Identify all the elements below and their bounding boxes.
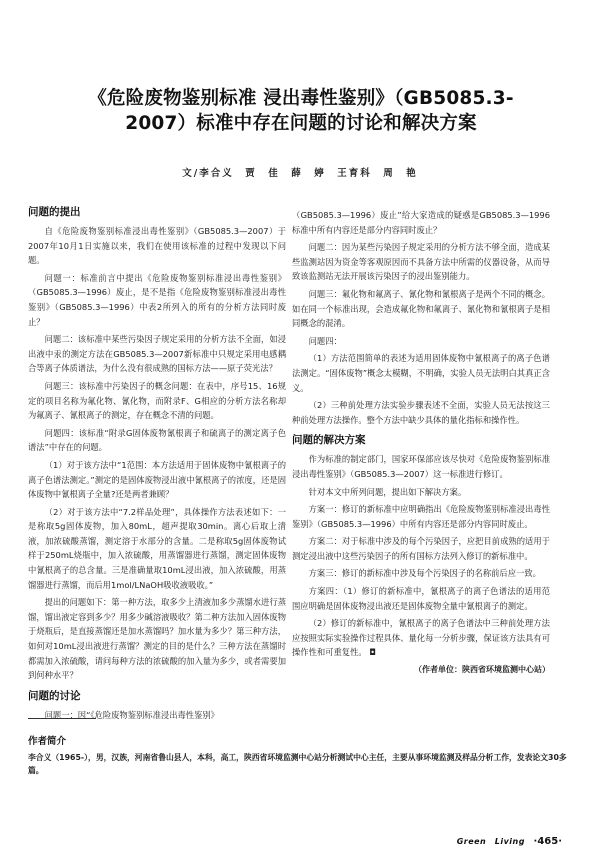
section-heading-problem: 问题的提出 [28, 206, 81, 218]
title-line-1: 《危险废物鉴别标准 浸出毒性鉴别》（GB5085.3- [88, 88, 514, 109]
paragraph: 自《危险废物鉴别标准浸出毒性鉴别》（GB5085.3—2007）于2007年10月1日实施以来，我们在使用该标准的过程中发现以下问题。 [28, 226, 286, 266]
right-column [292, 208, 550, 678]
paragraph: 作为标准的制定部门，国家环保部应该尽快对《危险废物鉴别标准浸出毒性鉴别》（GB5085.3—2007）这一标准进行修订。 [292, 454, 550, 479]
paragraph: 方案三：修订的新标准中涉及每个污染因子的名称前后应一致。 [308, 568, 541, 579]
paragraph: （2）对于该方法中“7.2样品处理”，具体操作方法表述如下：一是称取5g固体废物，加入80mL，超声提取30min。离心后取上清液，加浓硫酸蒸馏，测定溶于水部分的含量。二是称取5g固体废物试样于250mL烧瓶中，加入浓硫酸，用蒸馏器进行蒸馏，测定固体废物中氰根离子的总含量。三是准确量取10mL浸出液，加入浓硫酸，用蒸馏器进行蒸馏，而后用1mol/LNaOH吸收液吸收。” [28, 506, 286, 590]
section-heading-solution: 问题的解决方案 [292, 434, 366, 447]
paragraph: 问题一：标准前言中提出《危险废物鉴别标准浸出毒性鉴别》（GB5085.3—1996）废止，是不是指《危险废物鉴别标准浸出毒性鉴别》（GB5085.3—1996）中表2所列入的所有的分析方法同时废止？ [28, 272, 286, 327]
page-footer [457, 836, 562, 847]
paragraph: 问题三：该标准中污染因子的概念问题：在表中，序号15、16规定的项目名称为氟化物、氰化物，而附录F、G相应的分析方法名称却为氟离子、氰根离子的测定，存在概念不清的问题。 [28, 380, 286, 421]
paragraph: 问题四：该标准“附录G固体废物氰根离子和硫离子的测定离子色谱法”中存在的问题。 [28, 427, 286, 453]
section-heading-discussion: 问题的讨论 [28, 689, 81, 702]
bio-heading: 作者简介 [28, 736, 67, 747]
footnote-divider [28, 718, 96, 719]
title-line-2: 2007）标准中存在问题的讨论和解决方案 [125, 113, 477, 134]
author-affiliation: （作者单位：陕西省环境监测中心站） [414, 665, 550, 675]
paragraph: 提出的问题如下：第一种方法，取多少上清液加多少蒸馏水进行蒸馏，馏出液定容到多少？用多少碱溶液吸收？第二种方法加入固体废物于烧瓶后，是直接蒸馏还是加水蒸馏吗？加水量为多少？第三种方法，如何对10mL浸出液进行蒸馏？测定的目的是什么？三种方法在蒸馏时都需加入浓硫酸，请问每种方法的浓硫酸的加入量为多少，或者需要加到何种水平？ [28, 597, 286, 681]
bio-text: 李合义（1965-），男，汉族，河南省鲁山县人，本科，高工，陕西省环境监测中心站分析测试中心主任，主要从事环境监测及样品分析工作，发表论文30多篇。 [28, 753, 567, 775]
paragraph: 问题二：因为某些污染因子规定采用的分析方法不够全面，造成某些监测站因为资金等客观原因而不具备方法中所需的仪器设备，从而导致该监测站无法开展该污染因子的浸出鉴别能力。 [292, 242, 550, 282]
paragraph: 问题二：该标准中某些污染因子规定采用的分析方法不全面，如浸出液中汞的测定方法在GB5085.3—2007新标准中只规定采用电感耦合等离子体质谱法，为什么没有很成熟的国标方法——原子荧光法？ [28, 334, 286, 374]
paragraph: （1）方法范围简单的表述为适用固体废物中氰根离子的离子色谱法测定。“固体废物”概念太模糊，不明确，实验人员无法明白其真正含义。 [292, 353, 550, 393]
paragraph: 方案二：对于标准中涉及的每个污染因子，应把目前成熟的适用于测定浸出液中这些污染因子的所有国标方法列入修订的新标准中。 [292, 536, 550, 561]
paragraph: 问题三：氟化物和氟离子、氰化物和氰根离子是两个不同的概念。如在同一个标准出现，会造成氟化物和氟离子、氰化物和氰根离子是相同概念的混淆。 [292, 288, 550, 329]
page-number: ·465· [533, 836, 562, 847]
paragraph: 针对本文中所列问题，提出如下解决方案。 [308, 486, 467, 497]
left-column [28, 205, 286, 725]
paragraph [292, 616, 550, 660]
paragraph: （GB5085.3—1996）废止”给大家造成的疑惑是GB5085.3—1996标准中所有内容还是部分内容同时废止？ [292, 210, 550, 235]
paragraph: 方案一：修订的新标准中应明确指出《危险废物鉴别标准浸出毒性鉴别》（GB5085.3—1996）中所有内容还是部分内容同时废止。 [292, 504, 550, 529]
author-line: 文/李合义 贾 佳 薛 婷 王育科 周 艳 [182, 168, 418, 179]
end-mark-icon: ◘ [369, 647, 376, 658]
paragraph: （1）对于该方法中“1范围：本方法适用于固体废物中氰根离子的离子色谱法测定。”测定的是固体废物浸出液中氰根离子的浓度，还是固体废物中氰根离子全量?还是两者兼顾？ [28, 459, 286, 500]
paragraph: 方案四：（1）修订的新标准中，氰根离子的离子色谱法的适用范围应明确是固体废物浸出液还是固体废物全量中氰根离子的测定。 [292, 586, 550, 611]
paragraph: 问题一：因“《危险废物鉴别标准浸出毒性鉴别》 [44, 709, 219, 720]
journal-name: Green Living [456, 837, 525, 846]
paragraph: 问题四： [308, 335, 342, 346]
paragraph: （2）三种前处理方法实验步骤表述不全面，实验人员无法按这三种前处理方法操作。整个方法中缺少具体的量化指标和操作性。 [292, 400, 550, 425]
paragraph-text: （2）修订的新标准中，氰根离子的离子色谱法中三种前处理方法应按照实际实验操作过程具体、量化每一分析步骤，保证该方法具有可操作性和可重复性。 [292, 618, 550, 658]
article-title [18, 86, 584, 136]
